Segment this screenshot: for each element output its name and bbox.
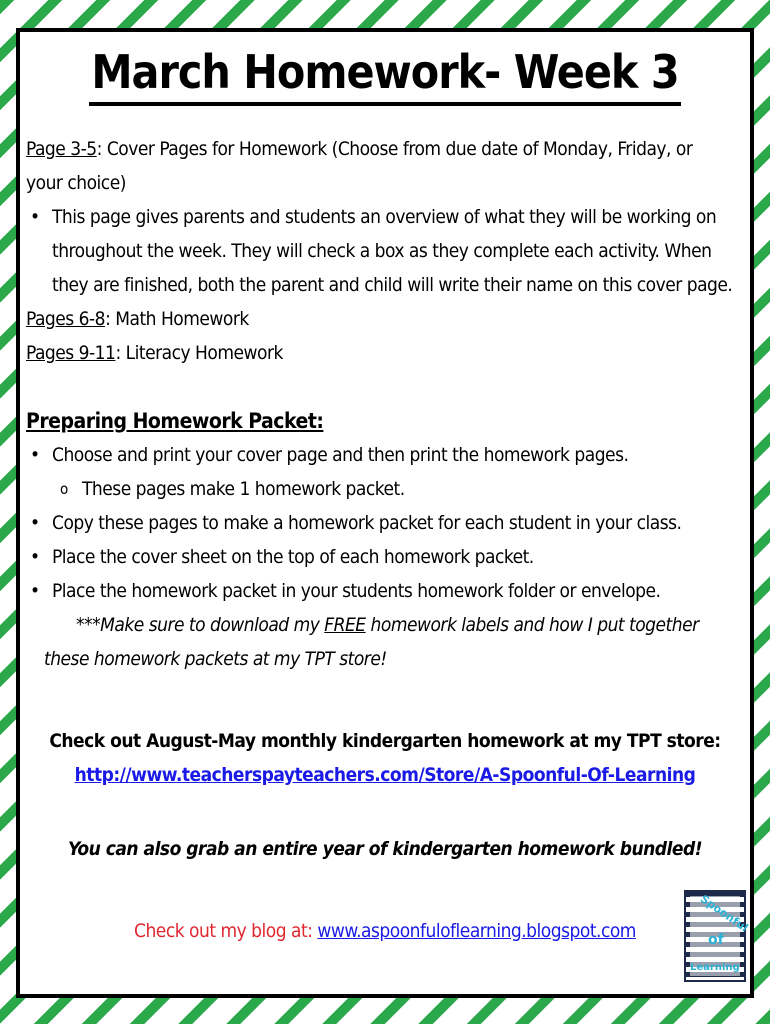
promo-line xyxy=(26,724,744,758)
spoonful-logo xyxy=(684,890,751,982)
promo-c: kindergarten homework at my TPT store: xyxy=(336,730,721,752)
store-link-wrap xyxy=(26,758,744,792)
blog-label: Check out my blog at: xyxy=(134,920,318,942)
download-note-line-2: these homework packets at my TPT store! xyxy=(44,648,387,670)
prep-sub-bullet-1: o These pages make 1 homework packet. xyxy=(26,472,744,506)
note-free: FREE xyxy=(324,614,366,636)
pages-9-11-label: Pages 9-11 xyxy=(26,342,116,364)
pages-9-11-line xyxy=(26,336,744,370)
bundle-line: You can also grab an entire year of kindergarten homework bundled! xyxy=(67,838,703,860)
pages-6-8-line xyxy=(26,302,744,336)
pages-3-5-text-cont: your choice) xyxy=(26,172,126,194)
logo-line1: Spoonful xyxy=(697,892,751,935)
store-link[interactable]: http://www.teacherspayteachers.com/Store/A-Spoonful-Of-Learning xyxy=(74,764,696,786)
download-note xyxy=(26,608,744,642)
overview-bullet-line-1: • This page gives parents and students an overview of what they will be working on xyxy=(26,200,744,234)
content xyxy=(26,132,744,948)
overview-bullet-line-3: they are finished, both the parent and child will write their name on this cover page. xyxy=(52,274,733,296)
prep-bullet-3: • Place the cover sheet on the top of each homework packet. xyxy=(26,540,744,574)
logo-line3: Learning xyxy=(690,962,740,973)
blog-line xyxy=(26,914,744,948)
note-suffix: homework labels and how I put together xyxy=(365,614,699,636)
prep-bullet-2: • Copy these pages to make a homework packet for each student in your class. xyxy=(26,506,744,540)
promo-a: Check out xyxy=(49,730,147,752)
preparing-heading: Preparing Homework Packet: xyxy=(26,409,324,433)
note-prefix: ***Make sure to download my xyxy=(76,614,325,636)
pages-6-8-label: Pages 6-8 xyxy=(26,308,106,330)
prep-bullet-4: • Place the homework packet in your students homework folder or envelope. xyxy=(26,574,744,608)
pages-6-8-text: : Math Homework xyxy=(105,308,249,330)
promo-b: August-May monthly xyxy=(146,730,337,752)
logo-line2: of xyxy=(708,932,724,948)
logo-graphic xyxy=(686,892,751,980)
page-title-wrap xyxy=(20,42,750,106)
overview-bullet-line-2: throughout the week. They will check a box as they complete each activity. When xyxy=(52,240,712,262)
pages-3-5-label: Page 3-5 xyxy=(26,138,97,160)
pages-9-11-text: : Literacy Homework xyxy=(115,342,283,364)
page-title: March Homework- Week 3 xyxy=(89,42,680,106)
homework-card xyxy=(16,28,754,998)
pages-3-5-line xyxy=(26,132,744,166)
prep-bullet-1: • Choose and print your cover page and then print the homework pages. xyxy=(26,438,744,472)
pages-3-5-text: : Cover Pages for Homework (Choose from due date of Monday, Friday, or xyxy=(96,138,693,160)
blog-link[interactable]: www.aspoonfuloflearning.blogspot.com xyxy=(317,920,636,942)
